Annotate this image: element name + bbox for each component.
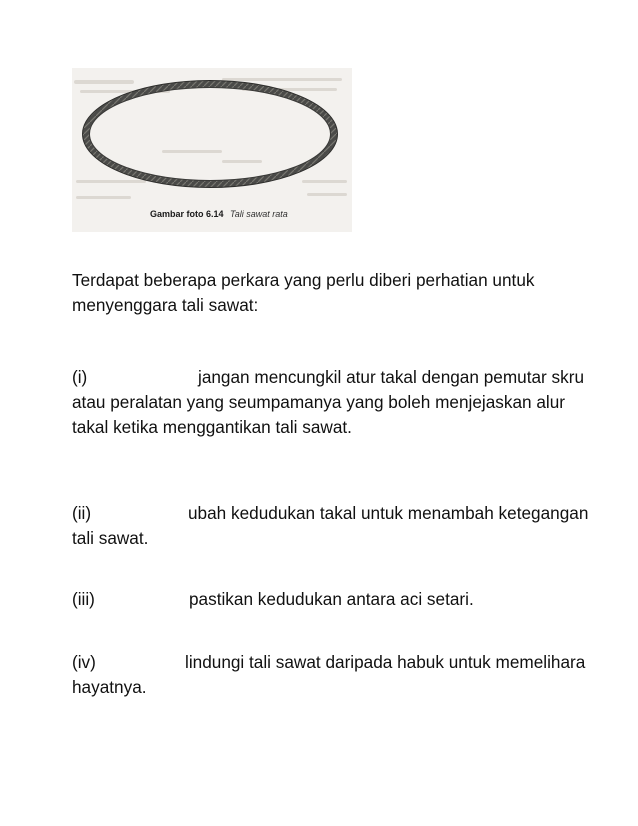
item-text: pastikan kedudukan antara aci setari. (189, 589, 474, 609)
item-number: (ii) (72, 503, 92, 523)
list-item (72, 365, 592, 440)
item-number: (iv) (72, 652, 96, 672)
list-item (72, 501, 592, 551)
item-number: (iii) (72, 589, 95, 609)
list-item (72, 587, 592, 612)
belt-photo (72, 68, 352, 232)
figure-caption (150, 209, 288, 219)
figure-title: Tali sawat rata (230, 209, 288, 219)
item-text: lindungi tali sawat daripada habuk untuk memelihara hayatnya. (72, 652, 586, 697)
list-item (72, 650, 592, 700)
figure-number: Gambar foto 6.14 (150, 209, 224, 219)
intro-paragraph: Terdapat beberapa perkara yang perlu diberi perhatian untuk menyenggara tali sawat: (72, 270, 535, 315)
item-text: jangan mencungkil atur takal dengan pemutar skru atau peralatan yang seumpamanya yang boleh menjejaskan alur takal ketika menggantikan tali sawat. (72, 367, 584, 437)
item-text: ubah kedudukan takal untuk menambah ketegangan tali sawat. (72, 503, 589, 548)
flat-belt-image (72, 68, 352, 232)
item-number: (i) (72, 367, 88, 387)
